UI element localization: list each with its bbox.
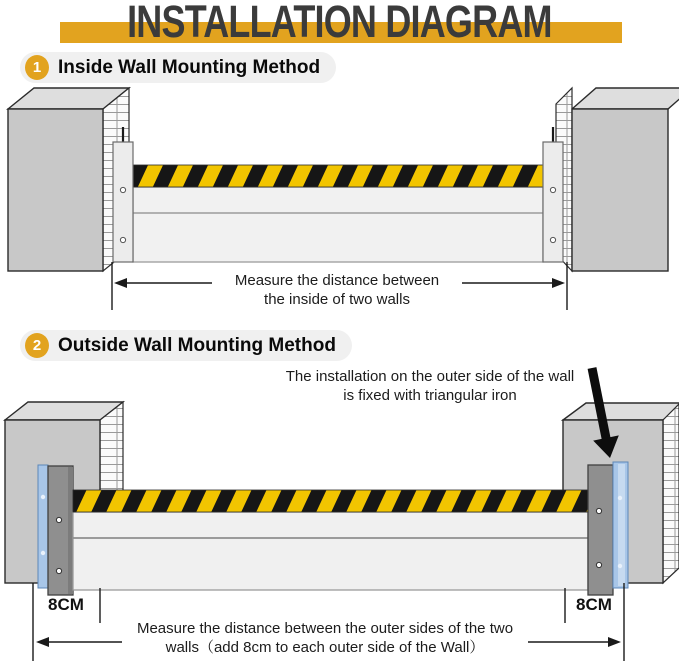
plate-right: [543, 142, 563, 262]
plate-left: [113, 142, 133, 262]
right-wall-front-face: [572, 109, 668, 271]
iron-screw-dot: [41, 495, 45, 499]
screw-hole: [550, 237, 555, 242]
inside-measure-line-2: the inside of two walls: [264, 291, 410, 308]
offset-label-left: 8CM: [48, 595, 84, 614]
triangular-iron-strip: [38, 465, 48, 588]
section-2-heading: Outside Wall Mounting Method: [58, 334, 336, 356]
screw-hole: [56, 517, 61, 522]
section-1-heading: Inside Wall Mounting Method: [58, 56, 321, 78]
section-2-number-badge: 2: [25, 333, 49, 358]
bracket-left: [48, 466, 73, 595]
hazard-stripe-band: [73, 490, 588, 512]
bracket-left-shade: [68, 467, 73, 594]
flood-barrier-outside: [73, 490, 588, 590]
page-title: INSTALLATION DIAGRAM: [127, 0, 552, 47]
arrowhead-right-icon: [608, 637, 621, 647]
outside-callout-note: [286, 367, 575, 405]
outside-measure-line-2: walls（add 8cm to each outer side of the Wall）: [165, 639, 485, 656]
section-2-header: [20, 330, 352, 361]
section-1-number-badge: 1: [25, 55, 49, 80]
left-wall-front-face: [8, 109, 103, 271]
section-1-header: [20, 52, 336, 83]
callout-line-1: The installation on the outer side of the wall: [285, 368, 575, 385]
right-wall-top-face: [563, 403, 679, 420]
outside-measure-note: [137, 619, 513, 657]
iron-screw-dot: [41, 551, 45, 555]
iron-screw-dot: [618, 564, 622, 568]
arrowhead-left-icon: [114, 278, 127, 288]
iron-screw-dot: [618, 496, 622, 500]
right-wall-brick-edge: [663, 404, 679, 583]
screw-hole: [120, 237, 125, 242]
right-wall-top-face: [572, 88, 679, 109]
flood-barrier: [133, 165, 543, 262]
screw-hole: [596, 562, 601, 567]
mounting-plate-left: [113, 127, 133, 262]
triangular-iron-right: [613, 462, 628, 588]
screw-hole: [56, 568, 61, 573]
inside-measure-note: [235, 271, 439, 309]
arrowhead-left-icon: [36, 637, 49, 647]
bracket-right-body: [588, 465, 613, 595]
right-wall: [556, 88, 679, 271]
barrier-body: [133, 187, 543, 262]
mounting-plate-right: [543, 127, 563, 262]
offset-label-right: 8CM: [576, 595, 612, 614]
screw-hole: [596, 508, 601, 513]
arrowhead-right-icon: [552, 278, 565, 288]
callout-line-2: is fixed with triangular iron: [343, 387, 517, 404]
triangular-iron-left: [38, 465, 48, 588]
barrier-body: [73, 512, 588, 590]
screw-hole: [550, 187, 555, 192]
screw-hole: [120, 187, 125, 192]
diagram-outside-mounting: [5, 367, 679, 661]
hazard-stripe-band: [133, 165, 543, 187]
inside-measure-line-1: Measure the distance between: [234, 272, 440, 289]
outside-measure-line-1: Measure the distance between the outer sides of the two: [136, 620, 514, 637]
bracket-right: [588, 465, 613, 595]
left-wall: [8, 88, 129, 271]
